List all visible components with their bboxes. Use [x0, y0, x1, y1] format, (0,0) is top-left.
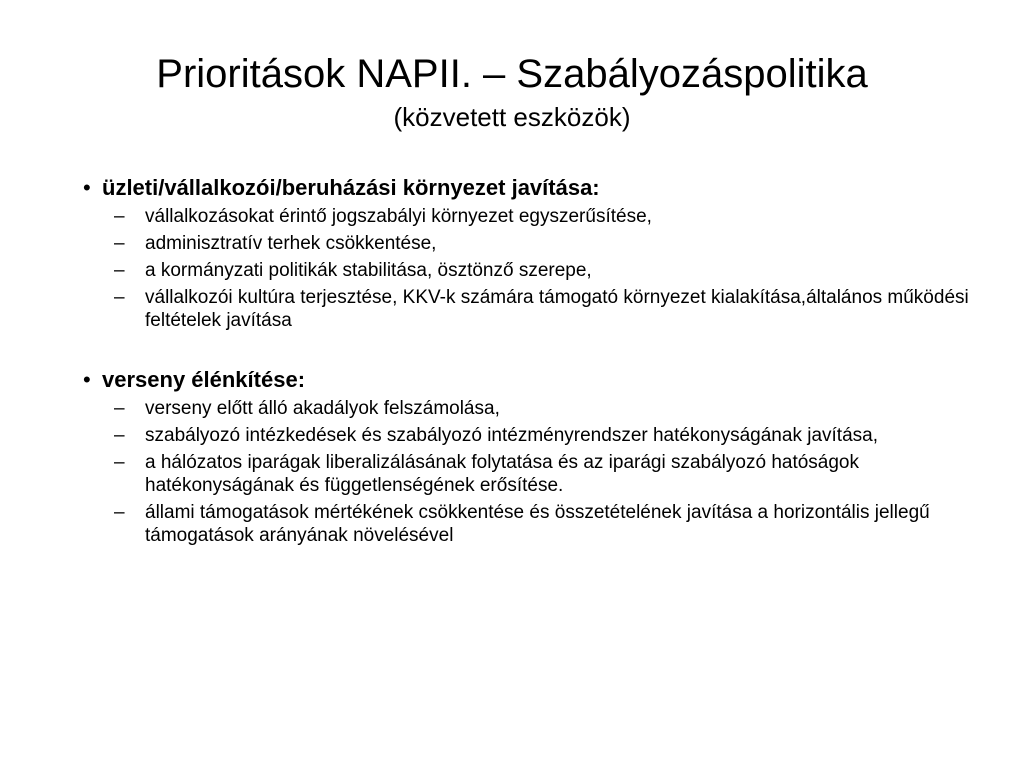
- section-spacer: [75, 336, 975, 366]
- dash-icon: –: [114, 398, 125, 419]
- sub-list: [75, 397, 975, 547]
- sub-item-text: állami támogatások mértékének csökkentése és összetételének javítása a horizontális jellegű támogatások arányának növelésével: [145, 502, 930, 546]
- sub-item-text: szabályozó intézkedések és szabályozó intézményrendszer hatékonyságának javítása,: [145, 425, 878, 446]
- sub-item: [75, 259, 975, 282]
- sub-item-text: a hálózatos iparágak liberalizálásának folytatása és az iparági szabályozó hatóságok hatékonyságának és függetlenségének erősítése.: [145, 452, 859, 496]
- dash-icon: –: [114, 502, 125, 523]
- dash-icon: –: [114, 206, 125, 227]
- slide-subtitle: (közvetett eszközök): [393, 102, 631, 132]
- slide-title: Prioritások NAPII. – Szabályozáspolitika: [156, 52, 868, 96]
- sub-item: [75, 286, 975, 332]
- dash-icon: –: [114, 452, 125, 473]
- sub-item-text: adminisztratív terhek csökkentése,: [145, 233, 437, 254]
- sub-item: [75, 205, 975, 228]
- sub-item: [75, 424, 975, 447]
- sub-item: [75, 451, 975, 497]
- dash-icon: –: [114, 425, 125, 446]
- slide-content: [75, 174, 975, 551]
- sub-item-text: vállalkozásokat érintő jogszabályi környezet egyszerűsítése,: [145, 206, 652, 227]
- bullet-item: [75, 366, 975, 394]
- sub-list: [75, 205, 975, 332]
- dash-icon: –: [114, 287, 125, 308]
- sub-item-text: verseny előtt álló akadályok felszámolása,: [145, 398, 500, 419]
- sub-item: [75, 397, 975, 420]
- dash-icon: –: [114, 260, 125, 281]
- sub-item-text: a kormányzati politikák stabilitása, ösztönző szerepe,: [145, 260, 592, 281]
- sub-item: [75, 501, 975, 547]
- bullet-icon: •: [83, 175, 91, 200]
- bullet-item: [75, 174, 975, 202]
- bullet-icon: •: [83, 367, 91, 392]
- sub-item: [75, 232, 975, 255]
- dash-icon: –: [114, 233, 125, 254]
- bullet-heading: verseny élénkítése:: [102, 367, 306, 392]
- title-block: [0, 48, 1024, 134]
- bullet-heading: üzleti/vállalkozói/beruházási környezet javítása:: [102, 175, 600, 200]
- sub-item-text: vállalkozói kultúra terjesztése, KKV-k számára támogató környezet kialakítása,általános működési feltételek javítása: [145, 287, 969, 331]
